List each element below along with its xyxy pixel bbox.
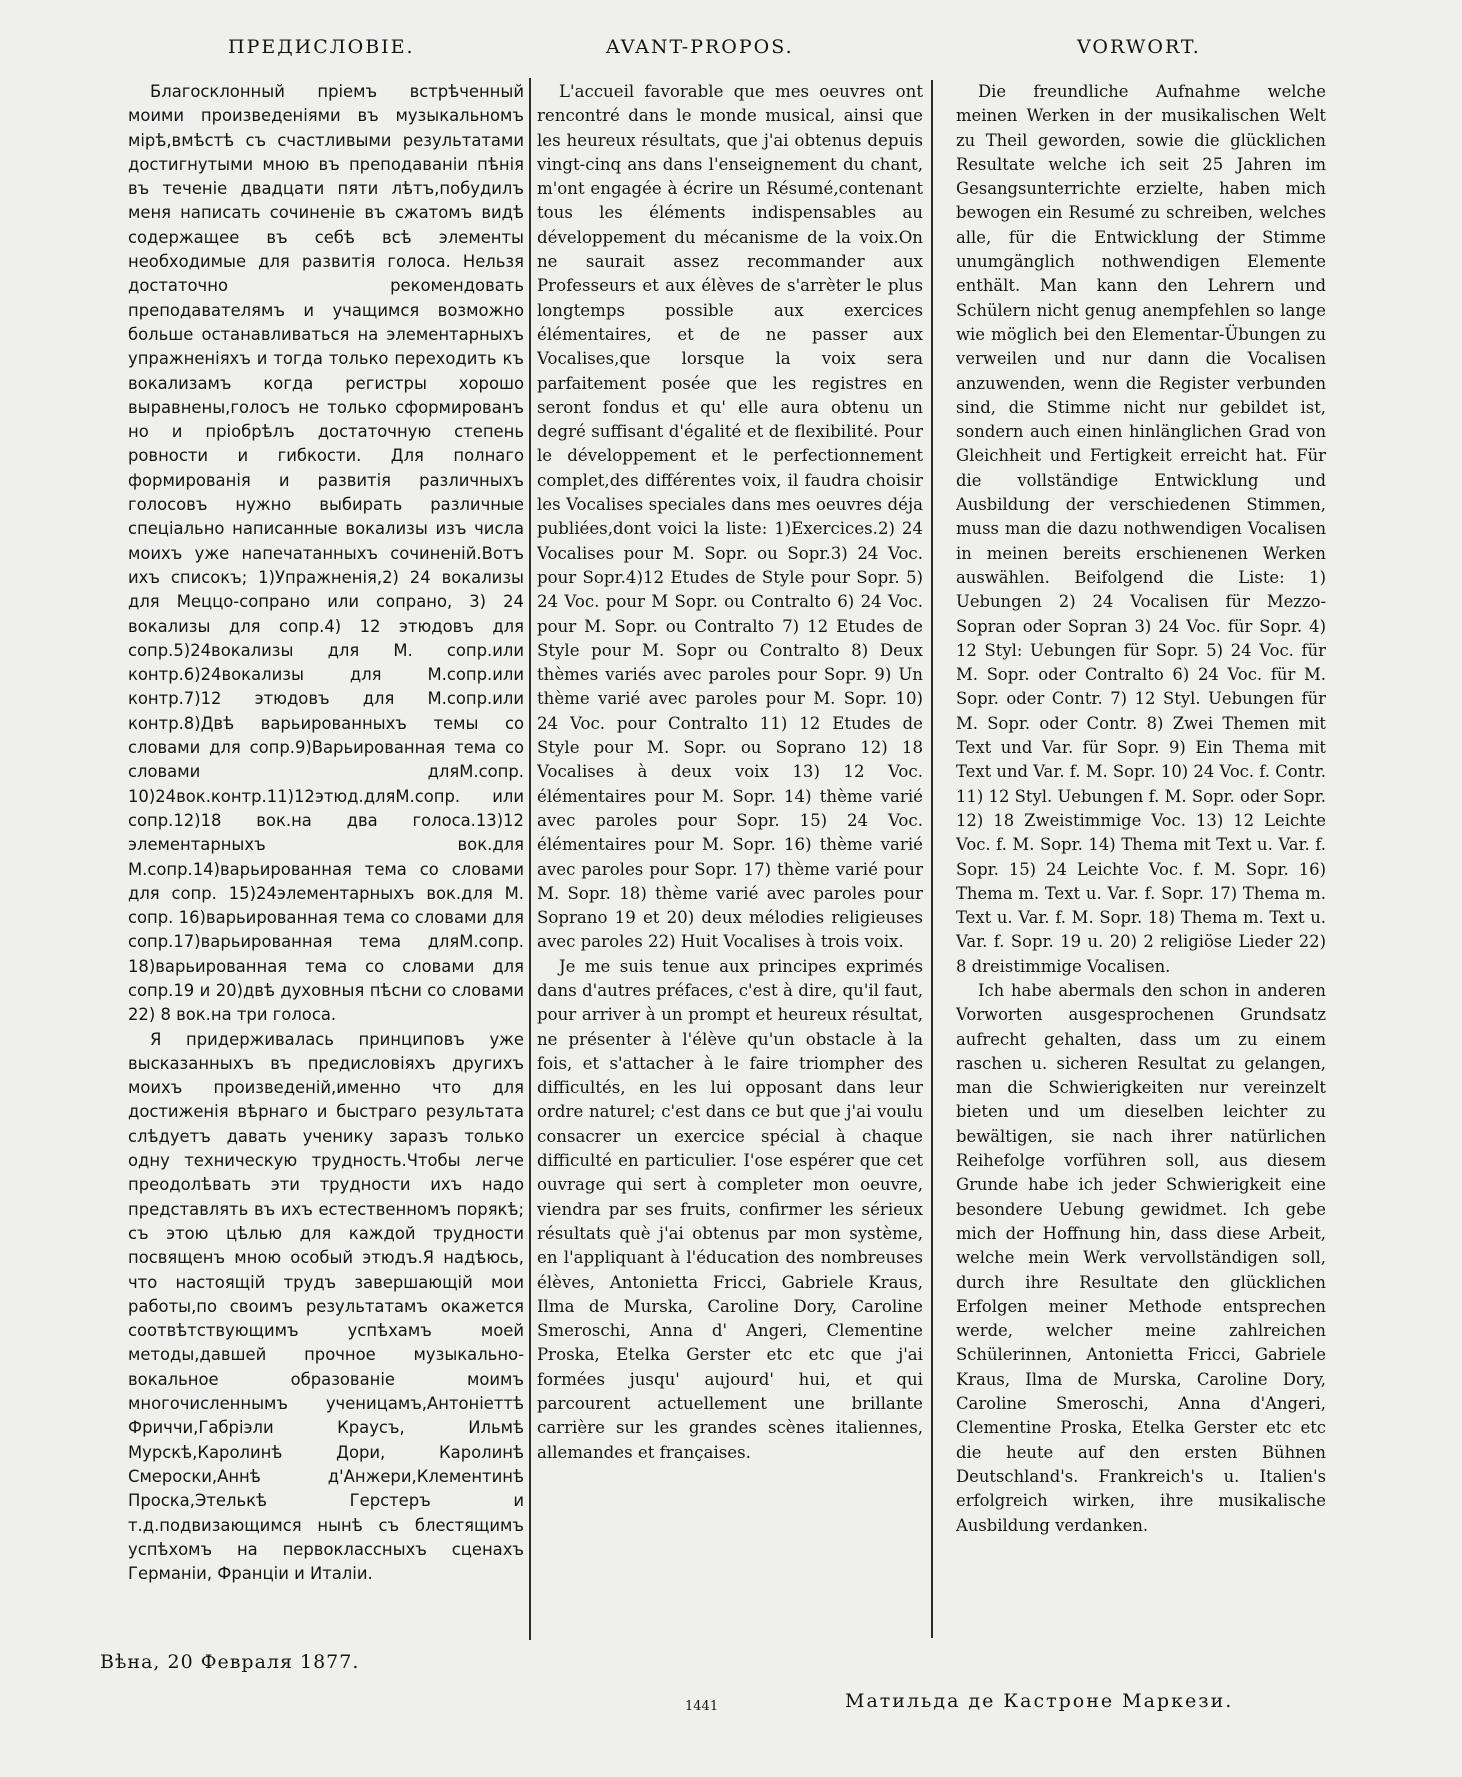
french-paragraph-1: L'accueil favorable que mes oeuvres ont rencontré dans le monde musical, ainsi que les heureux résultats, que j'ai obtenus depuis vingt-cinq ans dans l'enseignement du chant, m'ont engagée à écrire un Résumé,contenant tous les éléments indispensables au développement du mécanisme de la voix.On ne saurait assez recommander aux Professeurs et aux élèves de s'arrèter le plus longtemps possible aux exercices élémentaires, et de ne passer aux Vocalises,que lorsque la voix sera parfaitement posée que les registres en seront fondus et qu' elle aura obtenu un degré suffisant d'égalité et de flexibilité. Pour le développement et le perfectionnement complet,des différentes voix, il faudra choisir les Vocalises speciales dans mes oeuvres déja publiées,dont voici la liste: 1)Exercices.2) 24 Vocalises pour M. Sopr. ou Sopr.3) 24 Voc. pour Sopr.4)12 Etudes de Style pour Sopr. 5) 24 Voc. pour M Sopr. ou Contralto 6) 24 Voc. pour M. Sopr. ou Contralto 7) 12 Etudes de Style pour M. Sopr ou Contralto 8) Deux thèmes variés avec paroles pour Sopr. 9) Un thème varié avec paroles pour M. Sopr. 10) 24 Voc. pour Contralto 11) 12 Etudes de Style pour M. Sopr. ou Soprano 12) 18 Vocalises à deux voix 13) 12 Voc. élémentaires pour M. Sopr. 14) thème varié avec paroles pour Sopr. 15) 24 Voc. élémentaires pour M. Sopr. 16) thème varié avec paroles pour Sopr. 17) thème varié pour M. Sopr. 18) thème varié avec paroles pour Soprano 19 et 20) deux mélodies religieuses avec paroles 22) Huit Vocalises à trois voix.	[537, 82, 923, 952]
german-paragraph-2: Ich habe abermals den schon in anderen Vorworten ausgesprochenen Grundsatz aufrecht gehalten, dass um zu einem raschen u. sicheren Resultat zu gelangen, man die Schwierigkeiten nur vereinzelt bieten und um dieselben leichter zu bewältigen, sie nach ihrer natürlichen Reihefolge vorführen soll, aus diesem Grunde habe ich jeder Schwierigkeit eine besondere Uebung gewidmet. Ich gebe mich der Hoffnung hin, dass diese Arbeit, welche mein Werk vervollständigen soll, durch ihre Resultate den glücklichen Erfolgen meiner Methode entsprechen werde, welcher meine zahlreichen Schülerinnen, Antonietta Fricci, Gabriele Kraus, Ilma de Murska, Caroline Dory, Caroline Smeroschi, Anna d'Angeri, Clementine Proska, Etelka Gerster etc etc die heute auf den ersten Bühnen Deutschland's. Frankreich's u. Italien's erfolgreich wirken, ihre musikalische Ausbildung verdanken.	[956, 980, 1326, 1535]
german-paragraph-1: Die freundliche Aufnahme welche meinen Werken in der musikalischen Welt zu Theil geworden, sowie die glücklichen Resultate welche ich seit 25 Jahren im Gesangsunterrichte erzielte, haben mich bewogen ein Resumé zu schreiben, welches alle, für die Entwicklung der Stimme unumgänglich nothwendigen Elemente enthält. Man kann den Lehrern und Schülern nicht genug anempfehlen so lange wie möglich bei den Elementar-Übungen zu verweilen und nur dann die Vocalisen anzuwenden, wenn die Register verbunden sind, die Stimme nicht nur gebildet ist, sondern auch einen hinlänglichen Grad von Gleichheit und Fertigkeit erreicht hat. Für die vollständige Entwicklung und Ausbildung der verschiedenen Stimmen, muss man die dazu nothwendigen Vocalisen in meinen bereits erschienenen Werken auswählen. Beifolgend die Liste: 1) Uebungen 2) 24 Vocalisen für Mezzo-Sopran oder Sopran 3) 24 Voc. für Sopr. 4) 12 Styl: Uebungen für Sopr. 5) 24 Voc. für M. Sopr. oder Contralto 6) 24 Voc. für M. Sopr. oder Contr. 7) 12 Styl. Uebungen für M. Sopr. oder Contr. 8) Zwei Themen mit Text und Var. für Sopr. 9) Ein Thema mit Text und Var. f. M. Sopr. 10) 24 Voc. f. Contr. 11) 12 Styl. Uebungen f. M. Sopr. oder Sopr. 12) 18 Zweistimmige Voc. 13) 12 Leichte Voc. f. M. Sopr. 14) Thema mit Text u. Var. f. Sopr. 15) 24 Leichte Voc. f. M. Sopr. 16) Thema m. Text u. Var. f. Sopr. 17) Thema m. Text u. Var. f. M. Sopr. 18) Thema m. Text u. Var. f. Sopr. 19 u. 20) 2 religiöse Lieder 22) 8 dreistimmige Vocalisen.	[956, 82, 1326, 976]
french-paragraph-2: Je me suis tenue aux principes exprimés dans d'autres préfaces, c'est à dire, qu'il faut, pour arriver à un prompt et heureux résultat, ne présenter à l'élève qu'un obstacle à la fois, et s'attacher à le faire triompher des difficultés, en les lui opposant dans leur ordre naturel; c'est dans ce but que j'ai voulu consacrer un exercice spécial à chaque difficulté en particulier. I'ose espérer que cet ouvrage qui sert à completer mon oeuvre, viendra par ses fruits, confirmer les sérieux résultats què j'ai obtenus par mon système, en l'appliquant à l'éducation des nombreuses élèves, Antonietta Fricci, Gabriele Kraus, Ilma de Murska, Caroline Dory, Caroline Smeroschi, Anna d' Angeri, Clementine Proska, Etelka Gerster etc etc que j'ai formées jusqu' aujourd' hui, et qui parcourent actuellement une brillante carrière sur les grandes scènes italiennes, allemandes et françaises.	[537, 956, 923, 1462]
column-divider-left	[529, 78, 531, 1640]
place-date: Вѣна, 20 Февраля 1877.	[100, 1651, 360, 1673]
page-number: 1441	[685, 1699, 719, 1714]
french-column	[537, 80, 923, 1635]
german-title: VORWORT.	[1077, 36, 1201, 58]
german-column	[956, 80, 1326, 1635]
russian-paragraph-1: Благосклонный пріемъ встрѣченный моими произведеніями въ музыкальномъ мірѣ,вмѣстѣ съ счастливыми результатами достигнутыми мною въ преподаваніи пѣнія въ теченіе двадцати пяти лѣтъ,побудилъ меня написать сочиненіе въ сжатомъ видѣ содержащее въ себѣ всѣ элементы необходимые для развитія голоса. Нельзя достаточно рекомендовать преподавателямъ и учащимся возможно больше останавливаться на элементарныхъ упражненіяхъ и тогда только переходить къ вокализамъ когда регистры хорошо выравнены,голосъ не только сформированъ но и пріобрѣлъ достаточную степень ровности и гибкости. Для полнаго формированія и развитія различныхъ голосовъ нужно выбирать различные спеціально написанные вокализы изъ числа моихъ уже напечатанныхъ сочиненій.Вотъ ихъ списокъ; 1)Упражненія,2) 24 вокализы для Меццо-сопрано или сопрано, 3) 24 вокализы для сопр.4) 12 этюдовъ для сопр.5)24вокализы для М. сопр.или контр.6)24вокализы для М.сопр.или контр.7)12 этюдовъ для М.сопр.или контр.8)Двѣ варьированныхъ темы со словами для сопр.9)Варьированная тема со словами дляМ.сопр. 10)24вок.контр.11)12этюд.дляМ.сопр. или сопр.12)18 вок.на два голоса.13)12 элементарныхъ вок.для М.сопр.14)варьированная тема со словами для сопр. 15)24элементарныхъ вок.для М. сопр. 16)варьированная тема со словами для сопр.17)варьированная тема дляМ.сопр. 18)варьированная тема со словами для сопр.19 и 20)двѣ духовныя пѣсни со словами 22) 8 вок.на три голоса.	[128, 82, 524, 1025]
russian-column	[128, 80, 524, 1635]
signature: Матильда де Кастроне Маркези.	[845, 1690, 1234, 1712]
french-title: AVANT-PROPOS.	[606, 36, 794, 58]
russian-paragraph-2: Я придерживалась принциповъ уже высказанныхъ въ предисловіяхъ другихъ моихъ произведеній,именно что для достиженія вѣрнаго и быстраго результата слѣдуетъ давать ученику заразъ только одну техническую трудность.Чтобы легче преодолѣвать эти трудности ихъ надо представлять въ ихъ естественномъ порякѣ; съ этою цѣлью для каждой трудности посвященъ мною особый этюдъ.Я надѣюсь, что настоящій трудъ завершающій мои работы,по своимъ результатамъ окажется соотвѣтствующимъ успѣхамъ моей методы,давшей прочное музыкально-вокальное образованіе моимъ многочисленнымъ ученицамъ,Антоніеттѣ Фриччи,Габріэли Краусъ, Ильмѣ Мурскѣ,Каролинѣ Дори, Каролинѣ Смероски,Аннѣ д'Анжери,Клементинѣ Проска,Этелькѣ Герстеръ и т.д.подвизающимся нынѣ съ блестящимъ успѣхомъ на первоклассныхъ сценахъ Германіи, Франціи и Италіи.	[128, 1029, 524, 1584]
column-divider-right	[931, 80, 933, 1638]
russian-title: ПРЕДИСЛОВІЕ.	[228, 36, 415, 58]
